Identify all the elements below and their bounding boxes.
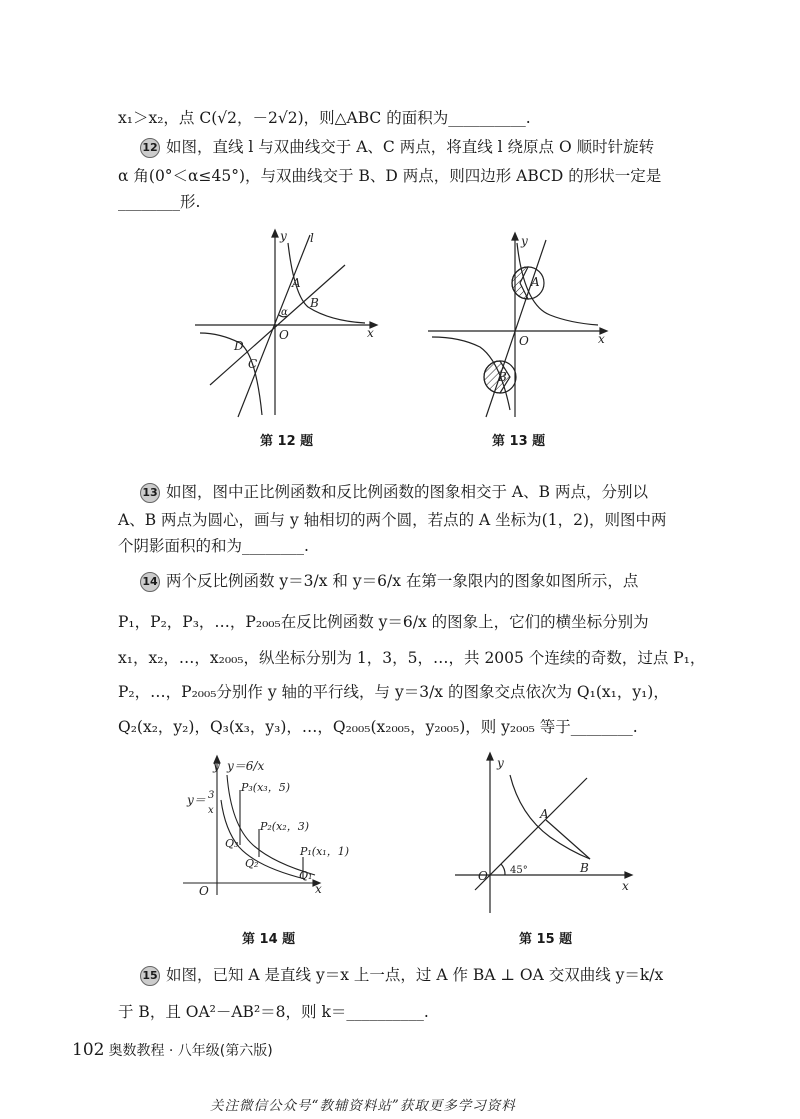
question-14-text: 两个反比例函数 y＝3/x 和 y＝6/x 在第一象限内的图象如图所示，点 <box>166 572 639 590</box>
label-A: A <box>531 275 540 289</box>
question-13-line3: 个阴影面积的和为________. <box>118 537 309 555</box>
page-number: 102 <box>72 1040 105 1060</box>
label-eq3-lhs: y＝ <box>187 793 206 807</box>
label-Q2: Q₂ <box>245 857 259 870</box>
figure-12 <box>190 225 390 420</box>
label-A: A <box>540 807 549 821</box>
label-Q3: Q₃ <box>225 837 239 850</box>
angle-45-arc <box>501 864 505 875</box>
label-x: x <box>622 879 629 893</box>
label-D: D <box>234 339 244 353</box>
caption-fig15: 第 15 题 <box>519 932 573 947</box>
line-y-equals-x <box>475 778 587 890</box>
question-15-number: 15 <box>140 966 160 986</box>
label-B: B <box>310 296 319 310</box>
label-O: O <box>279 328 289 342</box>
label-P1: P₁(x₁，1) <box>300 845 350 858</box>
label-45deg: 45° <box>510 865 528 876</box>
label-eq3-numerator: 3 <box>208 790 215 801</box>
question-14-number: 14 <box>140 572 160 592</box>
question-15-text: 如图，已知 A 是直线 y＝x 上一点，过 A 作 BA ⊥ OA 交双曲线 y＝k/x <box>166 966 664 984</box>
label-y: y <box>521 234 528 248</box>
figure-14 <box>175 745 350 905</box>
label-l: l <box>310 231 314 245</box>
label-x: x <box>315 882 322 896</box>
label-x: x <box>598 332 605 346</box>
book-title: 奥数教程 · 八年级(第六版) <box>108 1043 273 1059</box>
page-footer <box>72 1040 273 1060</box>
label-P2: P₂(x₂，3) <box>260 820 310 833</box>
label-y: y <box>280 229 287 243</box>
question-12-line3: ________形. <box>118 193 201 211</box>
question-12-line1 <box>140 137 654 158</box>
question-14-line4: P₂，…，P₂₀₀₅分别作 y 轴的平行线，与 y＝3/x 的图象交点依次为 Q₁(x₁，y₁)， <box>118 683 669 701</box>
proportional-line <box>486 240 546 417</box>
label-eq6: y＝6/x <box>227 759 265 773</box>
label-O: O <box>199 884 209 898</box>
line-l <box>238 235 310 417</box>
question-13-line1 <box>140 482 648 503</box>
label-A: A <box>292 276 301 290</box>
hyperbola-branch-2 <box>200 333 262 415</box>
figure-13 <box>420 225 615 420</box>
question-13-text: 如图，图中正比例函数和反比例函数的图象相交于 A、B 两点，分别以 <box>166 483 648 501</box>
label-B: B <box>580 861 589 875</box>
label-alpha: α <box>281 307 288 318</box>
question-13-line2: A、B 两点为圆心，画与 y 轴相切的两个圆，若点的 A 坐标为(1，2)，则图中两 <box>118 511 667 529</box>
caption-fig13: 第 13 题 <box>492 434 546 449</box>
label-x: x <box>367 326 374 340</box>
x-axis-arrow <box>625 872 632 878</box>
question-15-line1 <box>140 965 663 986</box>
y-axis-arrow <box>272 230 278 237</box>
caption-fig14: 第 14 题 <box>242 932 296 947</box>
question-14-line3: x₁，x₂，…，x₂₀₀₅，纵坐标分别为 1，3，5，…，共 2005 个连续的奇数，过点 P₁， <box>118 649 706 667</box>
figure-15 <box>450 745 635 915</box>
caption-fig12: 第 12 题 <box>260 434 314 449</box>
question-15-line2: 于 B，且 OA²－AB²＝8，则 k＝__________. <box>118 1003 429 1021</box>
label-O: O <box>478 869 488 883</box>
question-13-number: 13 <box>140 483 160 503</box>
question-14-line5: Q₂(x₂，y₂)，Q₃(x₃，y₃)，…，Q₂₀₀₅(x₂₀₀₅，y₂₀₀₅)，则 y₂₀₀₅ 等于________. <box>118 718 638 736</box>
label-P3: P₃(x₃，5) <box>241 781 291 794</box>
label-B: B <box>498 370 507 384</box>
question-12-text: 如图，直线 l 与双曲线交于 A、C 两点，将直线 l 绕原点 O 顺时针旋转 <box>166 138 655 156</box>
question-14-line2: P₁，P₂，P₃，…，P₂₀₀₅在反比例函数 y＝6/x 的图象上，它们的横坐标分别为 <box>118 613 649 631</box>
y-axis-arrow <box>487 753 493 760</box>
label-eq3-denominator: x <box>208 805 214 816</box>
label-y: y <box>213 759 220 773</box>
y-axis-arrow <box>512 233 518 240</box>
hyperbola-branch-1 <box>517 243 598 325</box>
promo-text: 关注微信公众号“教辅资料站”获取更多学习资料 <box>210 1098 516 1114</box>
question-12-number: 12 <box>140 138 160 158</box>
question-12-line2: α 角(0°＜α≤45°)，与双曲线交于 B、D 两点，则四边形 ABCD 的形状一定是 <box>118 167 662 185</box>
label-y: y <box>497 756 504 770</box>
label-Q1: Q₁ <box>299 869 313 882</box>
label-O: O <box>519 334 529 348</box>
label-C: C <box>248 357 258 371</box>
line-q11-tail: x₁＞x₂，点 C(√2，－2√2)，则△ABC 的面积为__________. <box>118 109 531 127</box>
question-14-line1 <box>140 571 638 592</box>
